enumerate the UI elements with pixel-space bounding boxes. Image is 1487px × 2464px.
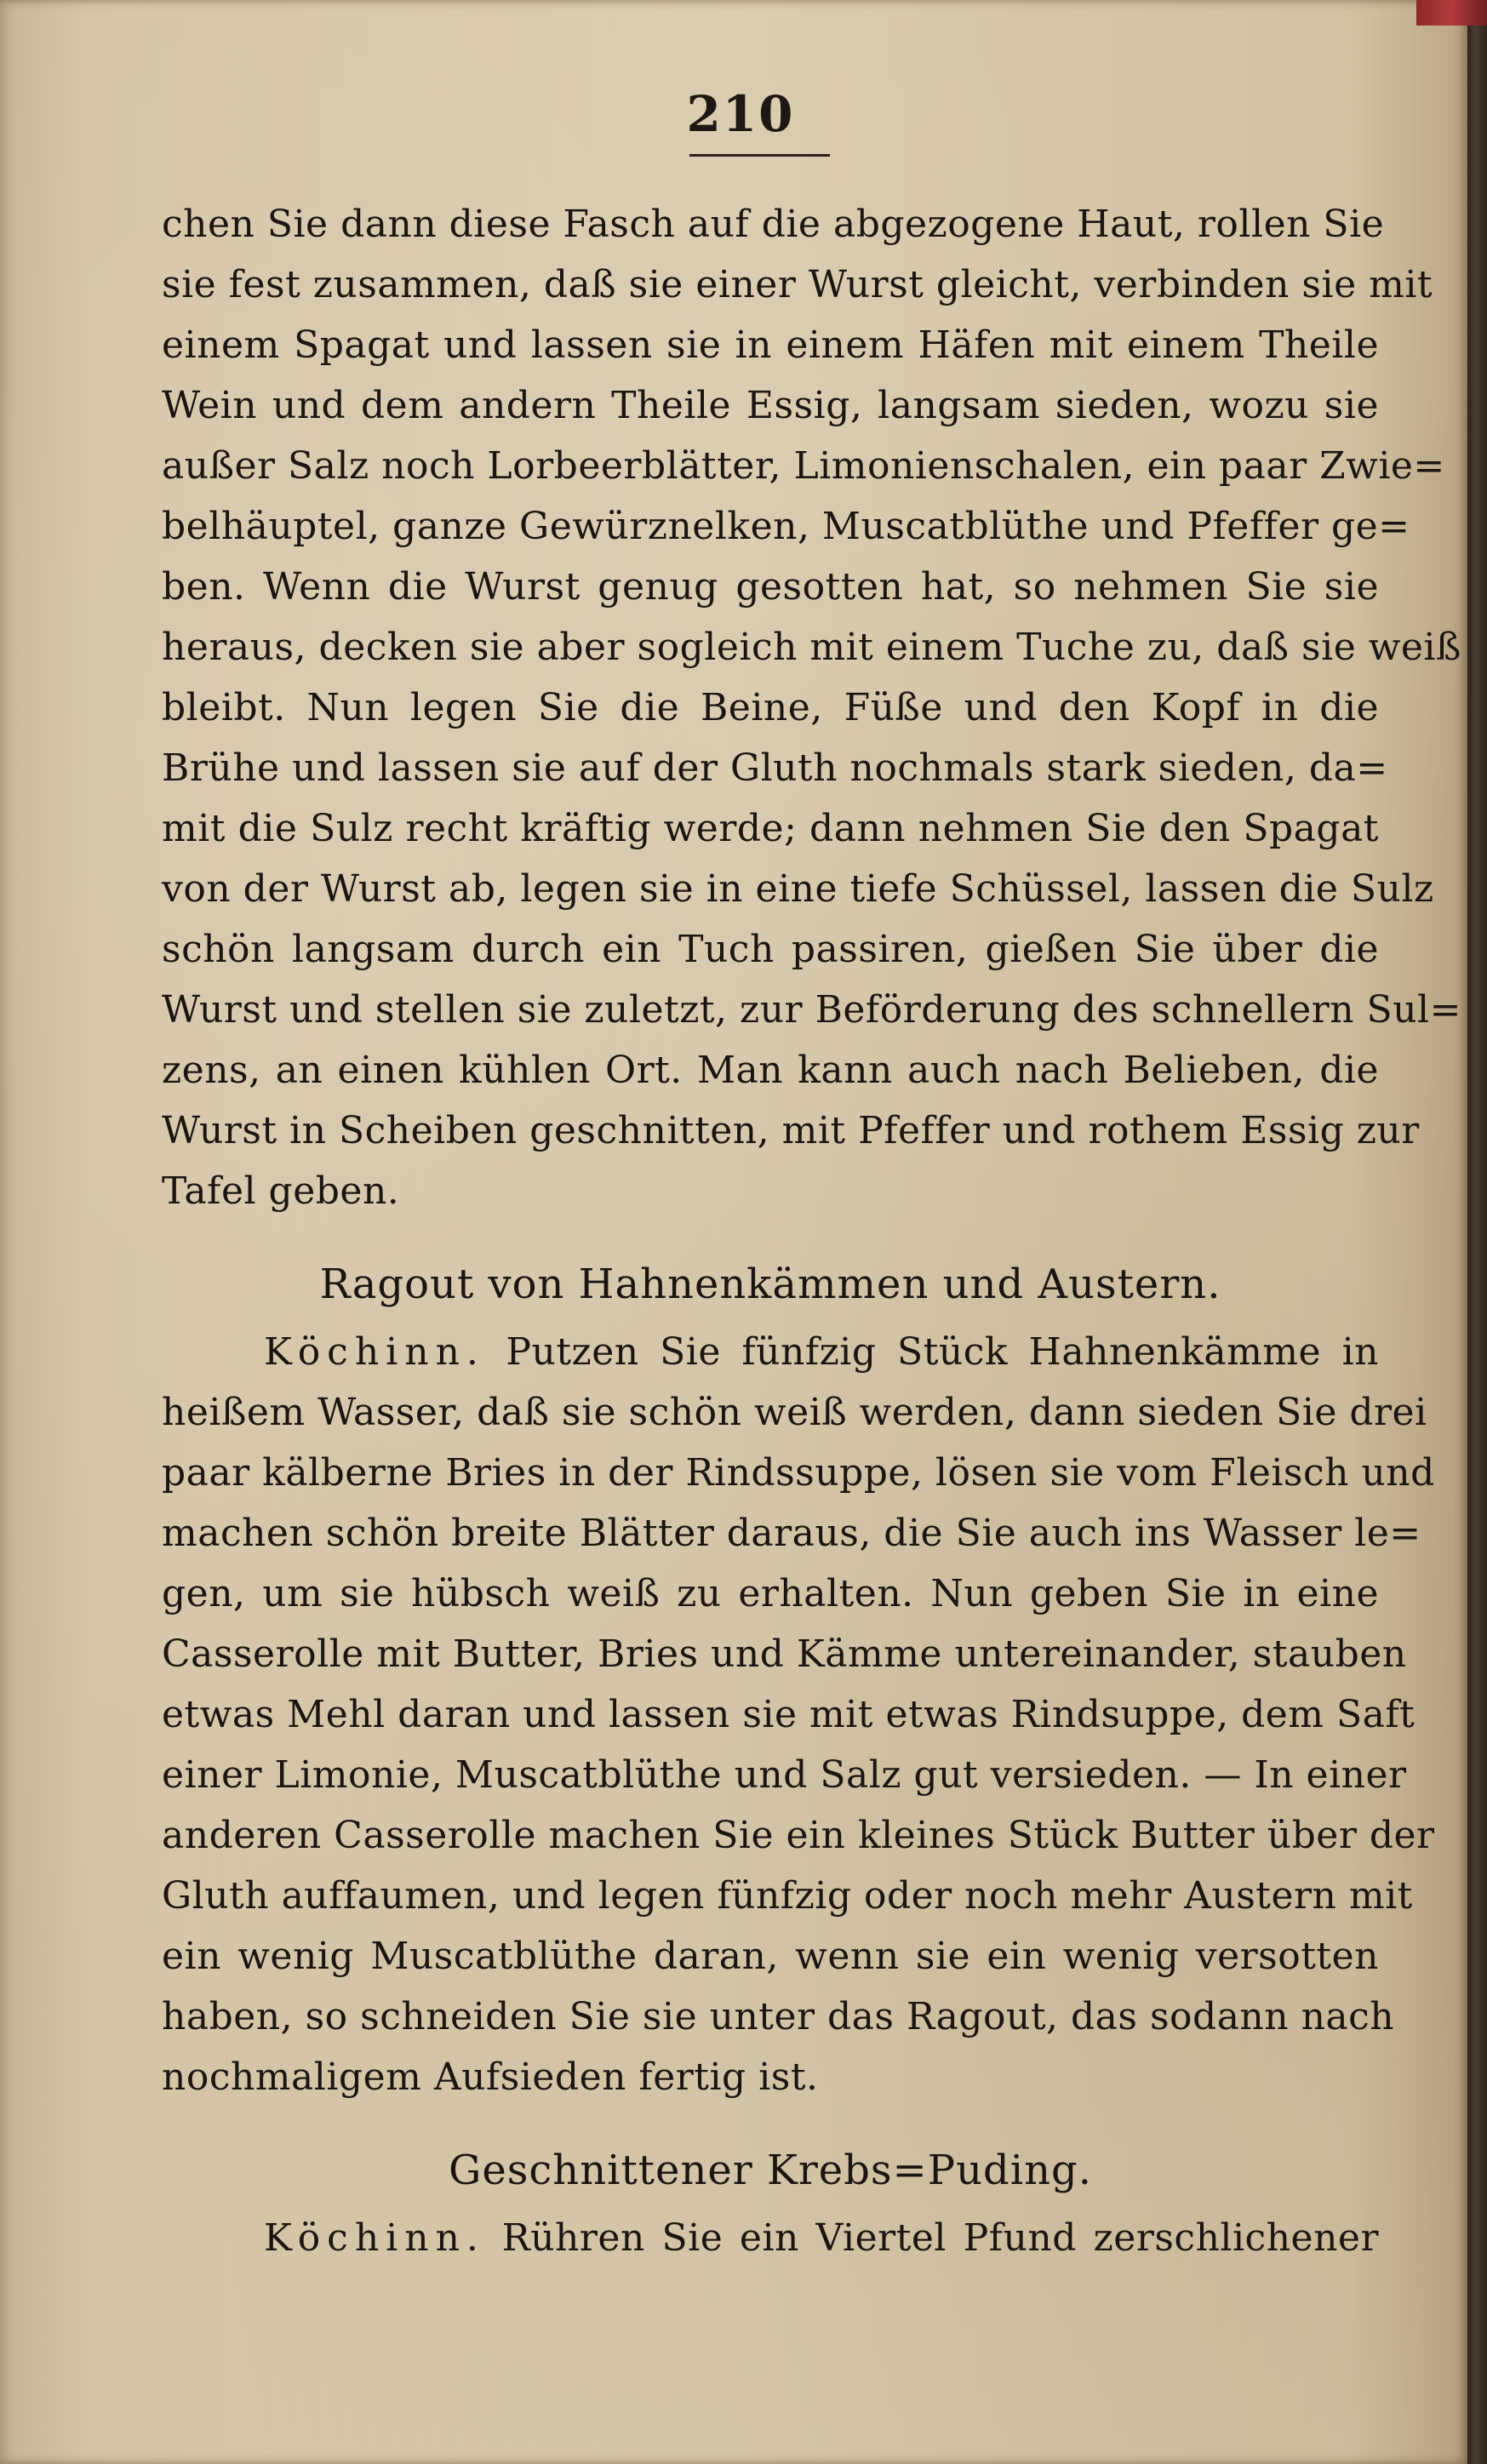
text-line: mit die Sulz recht kräftig werde; dann nehmen Sie den Spagat	[162, 807, 1379, 850]
text-line: einer Limonie, Muscatblüthe und Salz gut versieden. — In einer	[162, 1753, 1407, 1797]
binding-ribbon	[1416, 0, 1487, 26]
text-line: machen schön breite Blätter daraus, die Sie auch ins Wasser le=	[162, 1512, 1421, 1555]
text-line: Wurst in Scheiben geschnitten, mit Pfeffer und rothem Essig zur	[162, 1109, 1420, 1152]
text-line: ben. Wenn die Wurst genug gesotten hat, so nehmen Sie sie	[162, 565, 1379, 609]
paragraph-wurst	[162, 194, 1461, 1221]
text-line: zens, an einen kühlen Ort. Man kann auch nach Belieben, die	[162, 1049, 1379, 1092]
text-line: Casserolle mit Butter, Bries und Kämme untereinander, stauben	[162, 1632, 1407, 1676]
book-binding-edge	[1467, 0, 1487, 2464]
text-line: Wein und dem andern Theile Essig, langsam sieden, wozu sie	[162, 384, 1379, 427]
text-line: heißem Wasser, daß sie schön weiß werden, dann sieden Sie drei	[162, 1391, 1427, 1434]
text-line: Brühe und lassen sie auf der Gluth nochmals stark sieden, da=	[162, 746, 1388, 790]
text-line-first	[162, 1322, 1379, 1382]
text-line: belhäuptel, ganze Gewürznelken, Muscatblüthe und Pfeffer ge=	[162, 505, 1410, 548]
page-number: 210	[686, 85, 795, 143]
text-line: heraus, decken sie aber sogleich mit einem Tuche zu, daß sie weiß	[162, 626, 1461, 669]
text-line: einem Spagat und lassen sie in einem Häfen mit einem Theile	[162, 323, 1379, 367]
text-line: von der Wurst ab, legen sie in eine tiefe Schüssel, lassen die Sulz	[162, 867, 1434, 911]
text-line: sie fest zusammen, daß sie einer Wurst gleicht, verbinden sie mit	[162, 263, 1433, 306]
text-line: chen Sie dann diese Fasch auf die abgezogene Haut, rollen Sie	[162, 203, 1385, 246]
text-line: nochmaligem Aufsieden fertig ist.	[162, 2055, 819, 2099]
text-line: Wurst und stellen sie zuletzt, zur Beförderung des schnellern Sul=	[162, 988, 1461, 1032]
text-line: Gluth auffaumen, und legen fünfzig oder noch mehr Austern mit	[162, 1874, 1413, 1918]
text-line: gen, um sie hübsch weiß zu erhalten. Nun geben Sie in eine	[162, 1572, 1379, 1615]
text-line: haben, so schneiden Sie sie unter das Ragout, das sodann nach	[162, 1995, 1395, 2038]
text-line: ein wenig Muscatblüthe daran, wenn sie ein wenig versotten	[162, 1935, 1379, 1978]
text-fragment: Putzen Sie fünfzig Stück Hahnenkämme in	[506, 1330, 1379, 1374]
text-fragment: Rühren Sie ein Viertel Pfund zerschlichener	[501, 2216, 1379, 2260]
text-line-first	[162, 2208, 1379, 2268]
section-heading-krebs-puding: Geschnittener Krebs=Puding.	[449, 2147, 1092, 2194]
text-line: außer Salz noch Lorbeerblätter, Limonienschalen, ein paar Zwie=	[162, 444, 1445, 488]
text-line: anderen Casserolle machen Sie ein kleines Stück Butter über der	[162, 1814, 1435, 1857]
paragraph-krebs-puding	[162, 2208, 1379, 2268]
page-number-rule	[689, 154, 830, 157]
paragraph-ragout	[162, 1322, 1435, 2107]
text-line: Tafel geben.	[162, 1169, 400, 1213]
page-body	[162, 194, 1461, 2268]
speaker-label: Köchinn.	[264, 2216, 485, 2260]
text-line: etwas Mehl daran und lassen sie mit etwas Rindsuppe, dem Saft	[162, 1693, 1416, 1736]
text-line: paar kälberne Bries in der Rindssuppe, lösen sie vom Fleisch und	[162, 1451, 1435, 1495]
text-line: schön langsam durch ein Tuch passiren, gießen Sie über die	[162, 928, 1379, 971]
section-heading-ragout: Ragout von Hahnenkämmen und Austern.	[319, 1261, 1221, 1308]
text-line: bleibt. Nun legen Sie die Beine, Füße und den Kopf in die	[162, 686, 1379, 729]
speaker-label: Köchinn.	[264, 1330, 485, 1374]
